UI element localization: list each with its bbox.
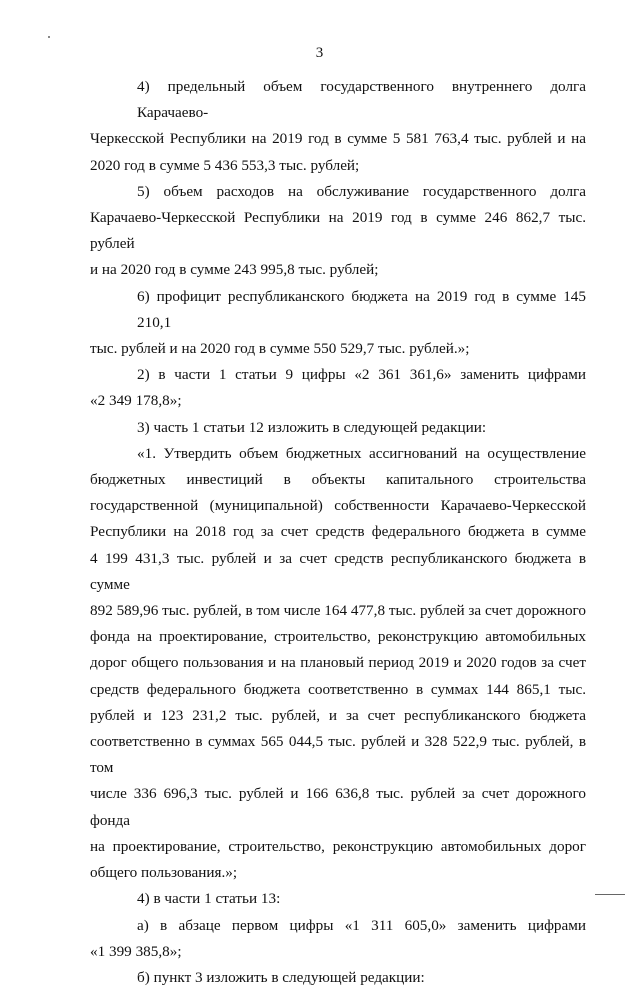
paragraph bbox=[90, 913, 586, 965]
paragraph bbox=[90, 284, 586, 363]
text-line: государственной (муниципальной) собственности Карачаево-Черкесской bbox=[90, 497, 586, 515]
text-line: фонда на проектирование, строительство, реконструкцию автомобильных bbox=[90, 628, 586, 646]
text-line: числе 336 696,3 тыс. рублей и 166 636,8 тыс. рублей за счет дорожного фонда bbox=[90, 785, 586, 829]
document-body bbox=[90, 74, 586, 991]
text-line: б) пункт 3 изложить в следующей редакции: bbox=[137, 968, 425, 986]
text-line: 6) профицит республиканского бюджета на 2019 год в сумме 145 210,1 bbox=[137, 287, 586, 331]
text-line: «1 399 385,8»; bbox=[90, 942, 182, 960]
text-line: «2 349 178,8»; bbox=[90, 392, 182, 410]
text-line: 4 199 431,3 тыс. рублей и за счет средств республиканского бюджета в сумме bbox=[90, 549, 586, 593]
text-line: дорог общего пользования и на плановый период 2019 и 2020 годов за счет bbox=[90, 654, 586, 672]
text-line: общего пользования.»; bbox=[90, 864, 238, 882]
text-line: 2020 год в сумме 5 436 553,3 тыс. рублей; bbox=[90, 156, 360, 174]
paragraph bbox=[90, 441, 586, 886]
text-line: 2) в части 1 статьи 9 цифры «2 361 361,6» заменить цифрами bbox=[137, 366, 586, 384]
text-line: 4) предельный объем государственного внутреннего долга Карачаево- bbox=[137, 78, 586, 122]
paragraph bbox=[90, 415, 586, 441]
text-line: 3) часть 1 статьи 12 изложить в следующей редакции: bbox=[137, 418, 487, 436]
text-line: «1. Утвердить объем бюджетных ассигнований на осуществление bbox=[137, 444, 586, 462]
paragraph bbox=[90, 362, 586, 414]
text-line: 4) в части 1 статьи 13: bbox=[137, 890, 281, 908]
text-line: и на 2020 год в сумме 243 995,8 тыс. рублей; bbox=[90, 261, 379, 279]
scan-speck bbox=[48, 36, 50, 38]
text-line: Республики на 2018 год за счет средств федерального бюджета в сумме bbox=[90, 523, 586, 541]
paragraph bbox=[90, 74, 586, 179]
text-line: тыс. рублей и на 2020 год в сумме 550 529,7 тыс. рублей.»; bbox=[90, 340, 470, 358]
text-line: Карачаево-Черкесской Республики на 2019 год в сумме 246 862,7 тыс. рублей bbox=[90, 209, 586, 253]
text-line: рублей и 123 231,2 тыс. рублей, и за счет республиканского бюджета bbox=[90, 706, 586, 724]
text-line: 5) объем расходов на обслуживание государственного долга bbox=[137, 182, 586, 200]
paragraph bbox=[90, 965, 586, 991]
text-line: на проектирование, строительство, реконструкцию автомобильных дорог bbox=[90, 837, 586, 855]
text-line: бюджетных инвестиций в объекты капитального строительства bbox=[90, 471, 586, 489]
text-line: 892 589,96 тыс. рублей, в том числе 164 477,8 тыс. рублей за счет дорожного bbox=[90, 602, 586, 620]
paragraph bbox=[90, 179, 586, 284]
text-line: средств федерального бюджета соответственно в суммах 144 865,1 тыс. bbox=[90, 680, 586, 698]
scan-edge-mark bbox=[595, 894, 625, 895]
text-line: соответственно в суммах 565 044,5 тыс. рублей и 328 522,9 тыс. рублей, в том bbox=[90, 733, 586, 777]
paragraph bbox=[90, 886, 586, 912]
text-line: Черкесской Республики на 2019 год в сумме 5 581 763,4 тыс. рублей и на bbox=[90, 130, 586, 148]
page-number: 3 bbox=[315, 45, 324, 61]
text-line: а) в абзаце первом цифры «1 311 605,0» заменить цифрами bbox=[137, 916, 586, 934]
